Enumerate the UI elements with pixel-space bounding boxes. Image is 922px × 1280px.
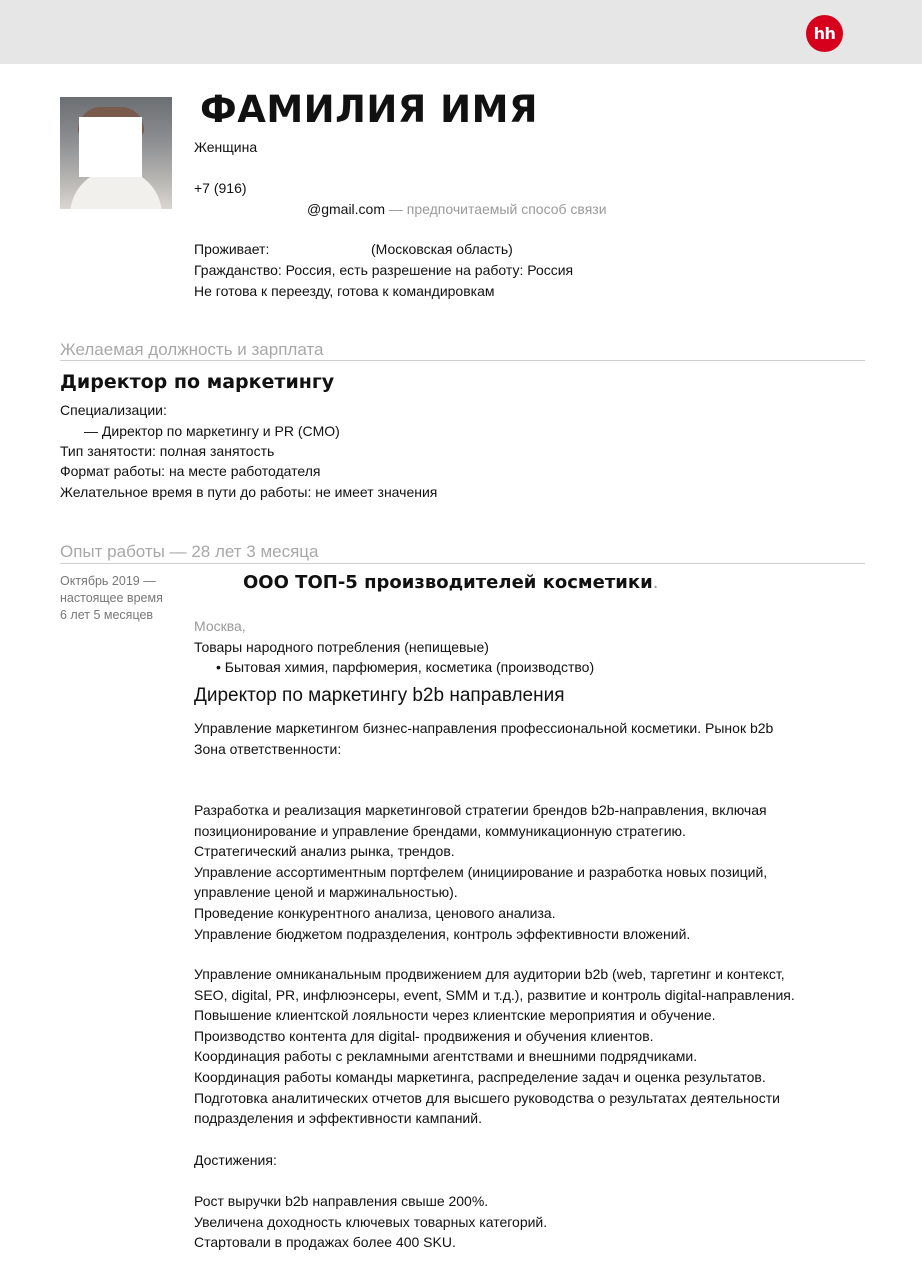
job-title: Директор по маркетингу b2b направления	[194, 685, 565, 706]
candidate-name: ФАМИЛИЯ ИМЯ	[200, 88, 538, 131]
text-line: Увеличена доходность ключевых товарных категорий.	[194, 1213, 548, 1230]
spec-label: Специализации:	[60, 402, 167, 418]
commute-time: Желательное время в пути до работы: не имеет значения	[60, 484, 438, 500]
period-start: Октябрь 2019 —	[60, 574, 156, 588]
citizenship: Гражданство: Россия, есть разрешение на работу: Россия	[194, 262, 574, 278]
email-note: — предпочитаемый способ связи	[388, 201, 607, 217]
avatar-redaction	[79, 117, 142, 177]
text-line: Управление маркетингом бизнес-направления профессиональной косметики. Рынок b2b	[194, 720, 774, 736]
text-line: Достижения:	[194, 1152, 277, 1168]
experience-section-title: Опыт работы — 28 лет 3 месяца	[60, 542, 319, 561]
text-line: подразделения и эффективности кампаний.	[194, 1110, 482, 1127]
text-line: Производство контента для digital- продвижения и обучения клиентов.	[194, 1027, 654, 1044]
divider	[60, 360, 865, 361]
text-line: Стартовали в продажах более 400 SKU.	[194, 1234, 456, 1251]
text-line: Зона ответственности:	[194, 740, 342, 757]
period-end: настоящее время	[60, 591, 163, 605]
company-title: ООО ТОП-5 производителей косметики	[243, 572, 653, 593]
text-line: Проведение конкурентного анализа, ценового анализа.	[194, 904, 556, 921]
achievements-list	[194, 1191, 547, 1253]
achievements-label	[194, 1150, 277, 1171]
email-line	[307, 200, 607, 218]
phone[interactable]: +7 (916)	[194, 180, 247, 196]
hh-logo[interactable]: hh	[806, 15, 843, 52]
relocation: Не готова к переезду, готова к командировкам	[194, 283, 495, 299]
residence-label: Проживает:	[194, 241, 270, 257]
text-line: Координация работы команды маркетинга, распределение задач и оценка результатов.	[194, 1068, 766, 1085]
text-line: Повышение клиентской лояльности через клиентские мероприятия и обучение.	[194, 1007, 716, 1024]
top-bar	[0, 0, 922, 64]
work-format: Формат работы: на месте работодателя	[60, 463, 321, 479]
text-line: Стратегический анализ рынка, трендов.	[194, 843, 455, 860]
spec-item: — Директор по маркетингу и PR (CMO)	[84, 423, 340, 439]
industry: Товары народного потребления (непищевые)	[194, 639, 489, 655]
text-line: управление ценой и маржинальностью).	[194, 884, 458, 901]
company-suffix: .	[652, 572, 659, 593]
residence-region: (Московская область)	[371, 241, 513, 257]
divider	[60, 563, 865, 564]
email[interactable]: @gmail.com	[307, 201, 386, 217]
text-line: Управление ассортиментным портфелем (инициирование и разработка новых позиций,	[194, 863, 768, 880]
text-line: Подготовка аналитических отчетов для высшего руководства о результатах деятельности	[194, 1089, 780, 1106]
text-line: Координация работы с рекламными агентствами и внешними подрядчиками.	[194, 1048, 698, 1065]
text-line: Управление омниканальным продвижением для аудитории b2b (web, таргетинг и контекст,	[194, 966, 785, 982]
gender: Женщина	[194, 139, 258, 155]
responsibilities-block-2	[194, 964, 795, 1129]
employment-type: Тип занятости: полная занятость	[60, 443, 275, 459]
responsibilities-block-1	[194, 800, 767, 944]
company-name	[243, 572, 658, 593]
desired-position: Директор по маркетингу	[60, 371, 335, 393]
period-duration: 6 лет 5 месяцев	[60, 608, 154, 622]
text-line: позиционирование и управление брендами, коммуникационную стратегию.	[194, 822, 686, 839]
text-line: SEO, digital, PR, инфлюэнсеры, event, SMM и т.д.), развитие и контроль digital-направления.	[194, 986, 795, 1003]
desired-section-title: Желаемая должность и зарплата	[60, 340, 324, 359]
text-line: Разработка и реализация маркетинговой стратегии брендов b2b-направления, включая	[194, 802, 767, 818]
text-line: Рост выручки b2b направления свыше 200%.	[194, 1193, 489, 1209]
avatar	[60, 97, 172, 209]
text-line: Управление бюджетом подразделения, контроль эффективности вложений.	[194, 925, 691, 942]
company-city: Москва,	[194, 618, 246, 634]
industry-sub: • Бытовая химия, парфюмерия, косметика (производство)	[216, 659, 595, 675]
job-intro	[194, 718, 773, 759]
